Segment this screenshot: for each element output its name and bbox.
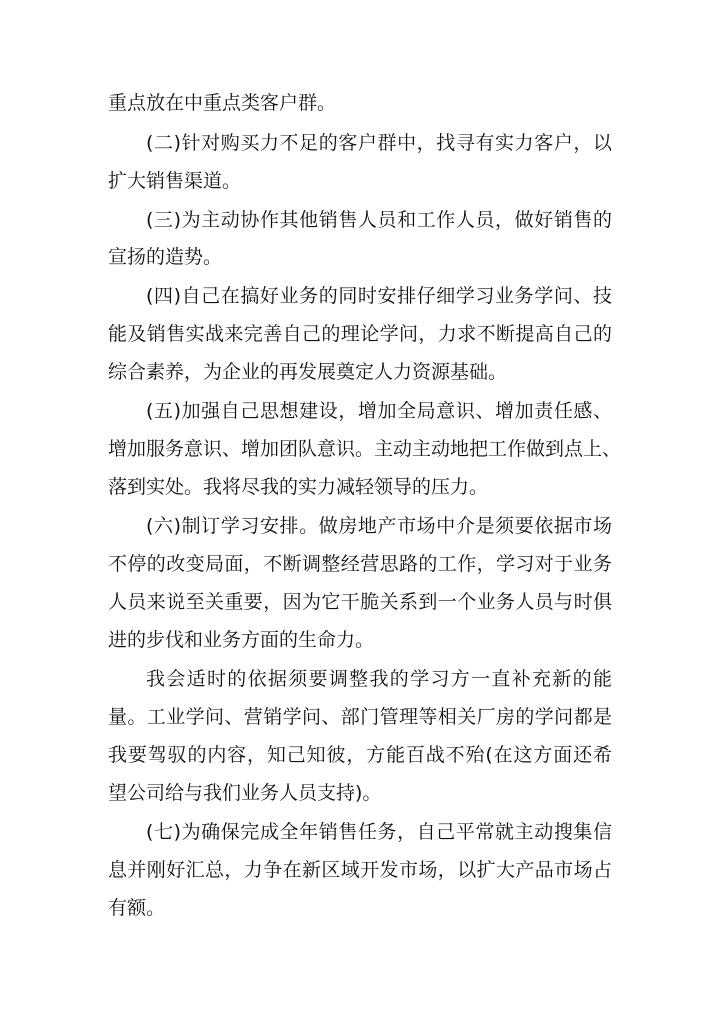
paragraph-line: 息并刚好汇总，力争在新区域开发市场，以扩大产品市场占 — [108, 859, 612, 881]
paragraph-line: 落到实处。我将尽我的实力减轻领导的压力。 — [108, 476, 489, 498]
paragraph-line: 综合素养，为企业的再发展奠定人力资源基础。 — [108, 361, 508, 383]
paragraph-line: 量。工业学问、营销学问、部门管理等相关厂房的学问都是 — [108, 706, 612, 728]
paragraph-line: 增加服务意识、增加团队意识。主动主动地把工作做到点上、 — [108, 438, 622, 460]
paragraph-line: (四)自己在搞好业务的同时安排仔细学习业务学问、技 — [146, 285, 612, 307]
paragraph-line: 望公司给与我们业务人员支持)。 — [108, 782, 382, 804]
paragraph-line: 重点放在中重点类客户群。 — [108, 92, 337, 114]
paragraph-line: 宣扬的造势。 — [108, 246, 223, 268]
paragraph-line: (七)为确保完成全年销售任务，自己平常就主动搜集信 — [146, 821, 612, 843]
paragraph-line: 能及销售实战来完善自己的理论学问，力求不断提高自己的 — [108, 323, 612, 345]
paragraph-line: 我会适时的依据须要调整我的学习方一直补充新的能 — [146, 668, 612, 690]
paragraph-line: (六)制订学习安排。做房地产市场中介是须要依据市场 — [146, 515, 612, 537]
paragraph-line: (五)加强自己思想建设，增加全局意识、增加责任感、 — [146, 400, 612, 422]
paragraph-line: (二)针对购买力不足的客户群中，找寻有实力客户，以 — [146, 132, 612, 154]
paragraph-line: 有额。 — [108, 897, 166, 919]
paragraph-line: 扩大销售渠道。 — [108, 170, 242, 192]
paragraph-line: 我要驾驭的内容，知己知彼，方能百战不殆(在这方面还希 — [108, 744, 612, 766]
paragraph-line: 不停的改变局面，不断调整经营思路的工作，学习对于业务 — [108, 553, 612, 575]
paragraph-line: 人员来说至关重要，因为它干脆关系到一个业务人员与时俱 — [108, 591, 612, 613]
paragraph-line: (三)为主动协作其他销售人员和工作人员，做好销售的 — [146, 209, 612, 231]
paragraph-line: 进的步伐和业务方面的生命力。 — [108, 629, 375, 651]
